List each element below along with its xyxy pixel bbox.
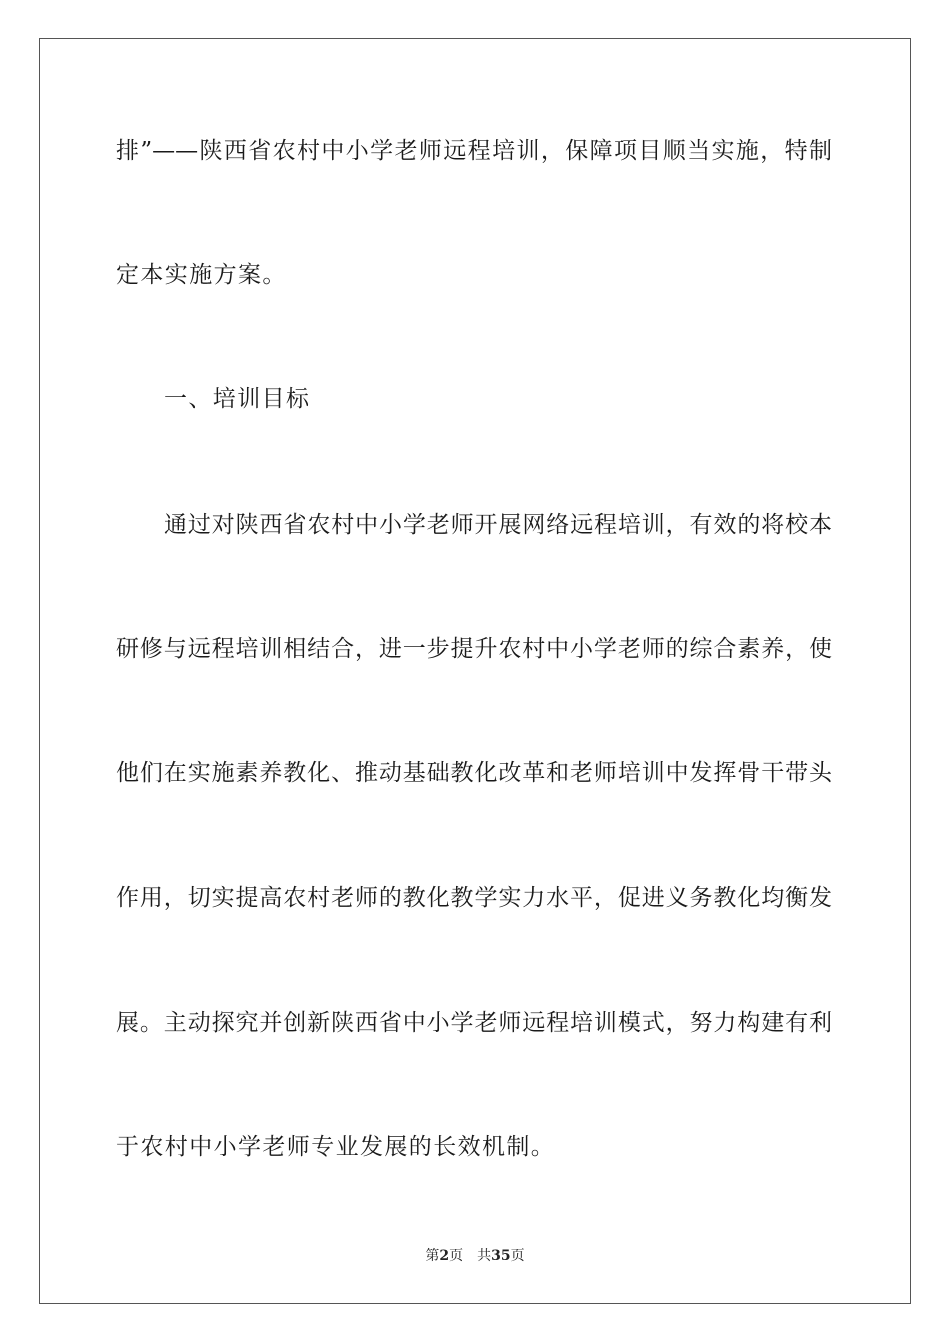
body-line-1: 排”——陕西省农村中小学老师远程培训，保障项目顺当实施，特制 (116, 138, 832, 164)
body-line-7: 展。主动探究并创新陕西省中小学老师远程培训模式，努力构建有利 (116, 1010, 832, 1036)
page-border (39, 38, 911, 1304)
page-footer (0, 1247, 950, 1265)
total-suffix: 页 (510, 1248, 525, 1264)
page-current: 2 (439, 1248, 450, 1264)
section-heading: 一、培训目标 (164, 386, 311, 412)
body-line-6: 作用，切实提高农村老师的教化教学实力水平，促进义务教化均衡发 (116, 885, 832, 911)
body-line-3: 通过对陕西省农村中小学老师开展网络远程培训，有效的将校本 (164, 512, 832, 538)
page-suffix: 页 (449, 1248, 464, 1264)
body-line-5: 他们在实施素养教化、推动基础教化改革和老师培训中发挥骨干带头 (116, 760, 832, 786)
total-prefix: 共 (477, 1248, 492, 1264)
page-prefix: 第 (425, 1248, 440, 1264)
body-line-2: 定本实施方案。 (116, 262, 287, 288)
body-line-8: 于农村中小学老师专业发展的长效机制。 (116, 1134, 556, 1160)
page-total: 35 (491, 1248, 511, 1264)
body-line-4: 研修与远程培训相结合，进一步提升农村中小学老师的综合素养，使 (116, 636, 832, 662)
